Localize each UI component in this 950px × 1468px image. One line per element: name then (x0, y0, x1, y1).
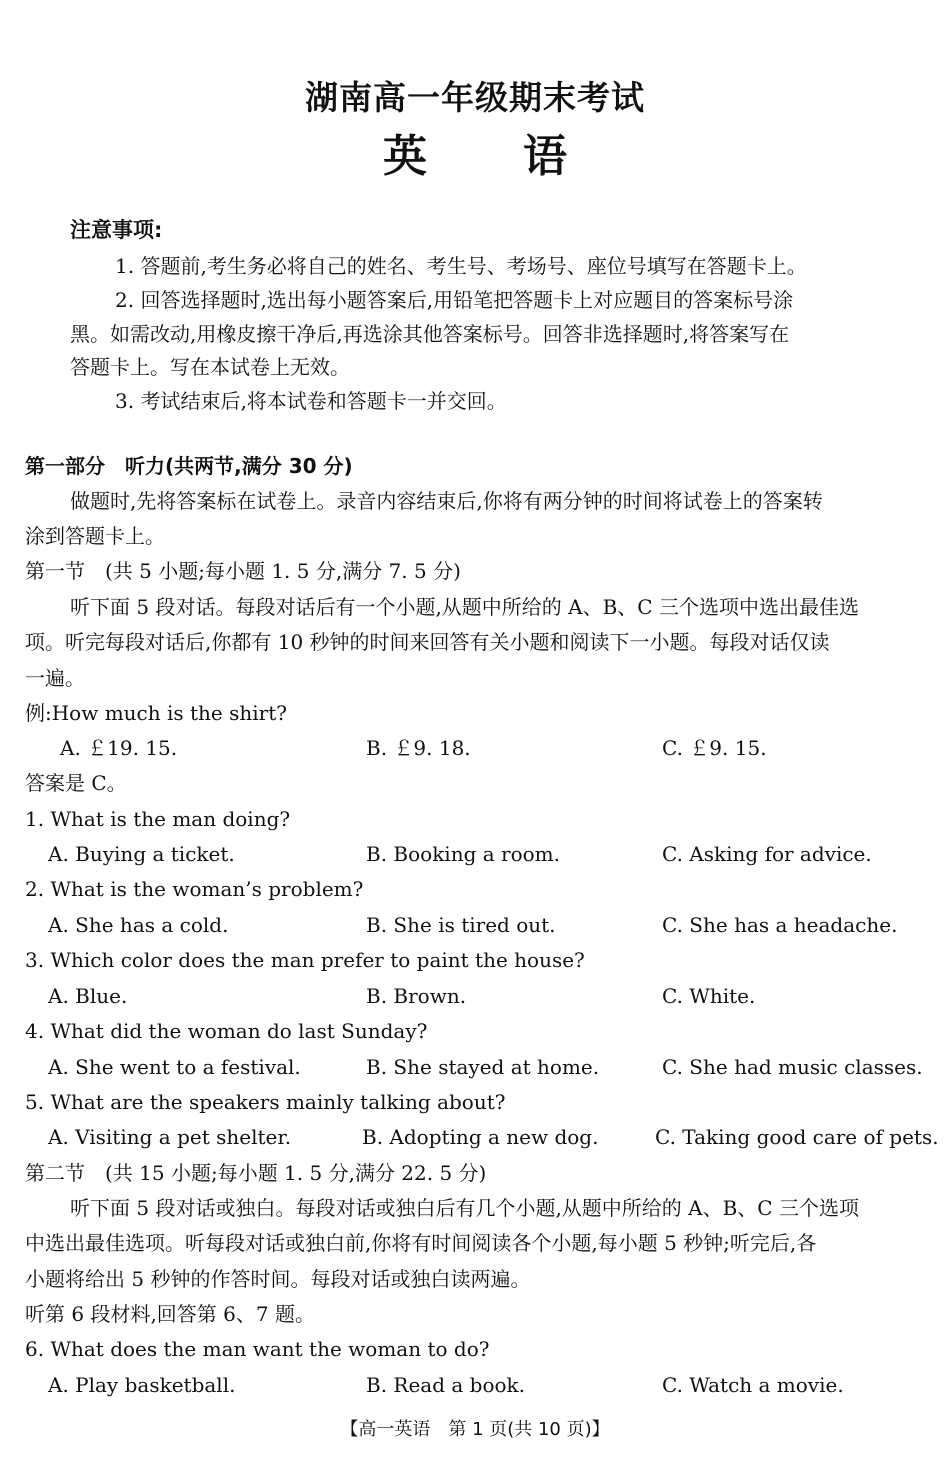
material-6-instruction: 听第 6 段材料,回答第 6、7 题。 (25, 1302, 315, 1326)
subject-char-1: 英 (383, 131, 427, 182)
notice-item-2-line-1: 2. 回答选择题时,选出每小题答案后,用铅笔把答题卡上对应题目的答案标号涂 (115, 288, 794, 312)
question-1: 1. What is the man doing? (25, 807, 291, 831)
question-3: 3. Which color does the man prefer to paint the house? (25, 948, 585, 972)
notice-item-2-line-3: 答题卡上。写在本试卷上无效。 (70, 355, 350, 379)
notice-item-2-line-2: 黑。如需改动,用橡皮擦干净后,再选涂其他答案标号。回答非选择题时,将答案写在 (70, 322, 790, 346)
question-6: 6. What does the man want the woman to do? (25, 1337, 490, 1361)
notice-heading: 注意事项: (70, 218, 163, 242)
question-6-option-a: A. Play basketball. (48, 1373, 236, 1397)
question-5: 5. What are the speakers mainly talking about? (25, 1090, 506, 1114)
question-6-option-c: C. Watch a movie. (662, 1373, 844, 1397)
subject-title (0, 120, 950, 184)
notice-item-1: 1. 答题前,考生务必将自己的姓名、考生号、考场号、座位号填写在答题卡上。 (115, 254, 807, 278)
question-1-option-b: B. Booking a room. (366, 842, 560, 866)
part1-heading: 第一部分 听力(共两节,满分 30 分) (25, 454, 353, 478)
example-option-b: B. ￡9. 18. (366, 736, 471, 760)
section1-intro-line-2: 项。听完每段对话后,你都有 10 秒钟的时间来回答有关小题和阅读下一小题。每段对话仅读 (25, 630, 830, 654)
question-4: 4. What did the woman do last Sunday? (25, 1019, 428, 1043)
example-answer: 答案是 C。 (25, 771, 127, 795)
section2-intro-line-2: 中选出最佳选项。听每段对话或独白前,你将有时间阅读各个小题,每小题 5 秒钟;听完后,各 (25, 1231, 817, 1255)
question-5-option-b: B. Adopting a new dog. (362, 1125, 599, 1149)
page-footer: 【高一英语 第 1 页(共 10 页)】 (340, 1419, 610, 1440)
question-2-option-a: A. She has a cold. (48, 913, 229, 937)
example-option-c: C. ￡9. 15. (662, 736, 767, 760)
example-question: 例:How much is the shirt? (25, 701, 287, 725)
section1-intro-line-1: 听下面 5 段对话。每段对话后有一个小题,从题中所给的 A、B、C 三个选项中选出最佳选 (70, 595, 859, 619)
question-4-option-c: C. She had music classes. (662, 1055, 923, 1079)
notice-item-3: 3. 考试结束后,将本试卷和答题卡一并交回。 (115, 389, 507, 413)
question-1-option-c: C. Asking for advice. (662, 842, 872, 866)
question-3-option-c: C. White. (662, 984, 756, 1008)
question-1-option-a: A. Buying a ticket. (48, 842, 235, 866)
question-4-option-b: B. She stayed at home. (366, 1055, 600, 1079)
question-3-option-a: A. Blue. (48, 984, 128, 1008)
part1-intro-line-2: 涂到答题卡上。 (25, 524, 165, 548)
section1-heading: 第一节 (共 5 小题;每小题 1. 5 分,满分 7. 5 分) (25, 559, 461, 583)
section2-heading: 第二节 (共 15 小题;每小题 1. 5 分,满分 22. 5 分) (25, 1161, 487, 1185)
question-4-option-a: A. She went to a festival. (48, 1055, 301, 1079)
exam-title: 湖南高一年级期末考试 (305, 78, 645, 117)
question-5-option-a: A. Visiting a pet shelter. (48, 1125, 292, 1149)
question-2-option-b: B. She is tired out. (366, 913, 556, 937)
subject-char-2: 语 (523, 131, 567, 182)
part1-intro-line-1: 做题时,先将答案标在试卷上。录音内容结束后,你将有两分钟的时间将试卷上的答案转 (70, 489, 823, 513)
question-6-option-b: B. Read a book. (366, 1373, 526, 1397)
question-2: 2. What is the woman’s problem? (25, 877, 364, 901)
section2-intro-line-3: 小题将给出 5 秒钟的作答时间。每段对话或独白读两遍。 (25, 1267, 531, 1291)
question-2-option-c: C. She has a headache. (662, 913, 898, 937)
example-option-a: A. ￡19. 15. (60, 736, 178, 760)
section2-intro-line-1: 听下面 5 段对话或独白。每段对话或独白后有几个小题,从题中所给的 A、B、C 三个选项 (70, 1196, 859, 1220)
question-5-option-c: C. Taking good care of pets. (655, 1125, 939, 1149)
question-3-option-b: B. Brown. (366, 984, 467, 1008)
section1-intro-line-3: 一遍。 (25, 666, 85, 690)
